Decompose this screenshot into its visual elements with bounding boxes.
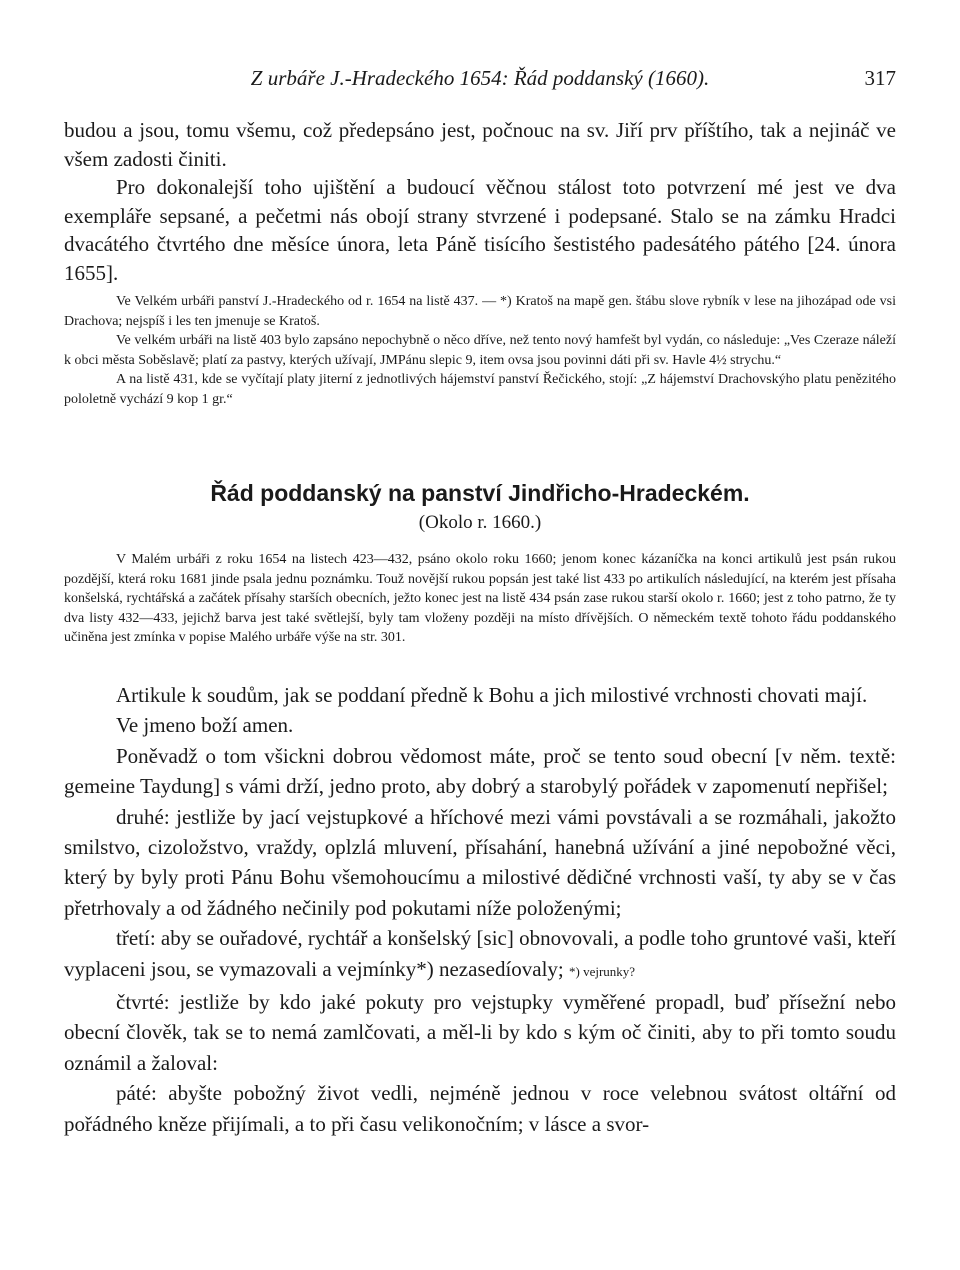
note: Ve velkém urbáři na listě 403 bylo zapsáno nepochybně o něco dříve, než tento nový hamfešt byl vydán, co následuje: „Ves Czeraze náleží k obci města Soběslavě; platí za pastvy, kterých užívají, JMPánu slepic 9, item ovsa jsou povinni dáti při sv. Havle 4½ strychu.“ (64, 333, 896, 368)
inline-footnote: *) vejrunky? (569, 963, 636, 979)
intro-note (64, 550, 896, 648)
article-paragraph: čtvrté: jestliže by kdo jaké pokuty pro vejstupky vyměřené propadl, buď přísežní nebo obecní člověk, tak se to nemá zamlčovati, a měl-li by kdo s kým oč činiti, aby to při tomto soudu oznámil a žaloval: (64, 990, 896, 1075)
paragraph: Pro dokonalejší toho ujištění a budoucí věčnou stálost toto potvrzení mé jest ve dva exempláře sepsané, a pečetmi nás obojí strany stvrzené i podepsané. Stalo se na zámku Hradci dvacátého čtvrtého dne měsíce února, leta Páně tisícího šestistého padesátého pátého [24. února 1655]. (64, 175, 896, 285)
article-paragraph: Poněvadž o tom všickni dobrou vědomost máte, proč se tento soud obecní [v něm. textě: gemeine Taydung] s vámi drží, jedno proto, aby dobrý a starobylý pořádek v zapomenutí nepřišel; (64, 743, 896, 799)
article-paragraph (64, 923, 896, 987)
paragraph: budou a jsou, tomu všemu, což předepsáno jest, počnouc na sv. Jiří prv příštího, tak a nejináč ve všem zadosti činiti. (64, 118, 896, 171)
page-number: 317 (864, 66, 896, 90)
article-text: třetí: aby se ouřadové, rychtář a konšelský [sic] obnovovali, a podle toho gruntové vaši, kteří vyplaceni jsou, se vymazovali a vejmínky*) nezasedíovaly; (64, 926, 896, 981)
running-title: Z urbáře J.-Hradeckého 1654: Řád poddanský (1660). (250, 66, 710, 90)
note: A na listě 431, kde se vyčítají platy jiterní z jednotlivých hájemství panství Řečického, stojí: „Z hájemství Drachovskýho platu penězitého pololetně vychází 9 kop 1 gr.“ (64, 372, 896, 407)
articles-text (64, 680, 896, 1139)
article-paragraph: druhé: jestliže by jací vejstupkové a hříchové mezi vámi povstávali a se rozmáhali, jakožto smilstvo, cizoložstvo, vraždy, oplzlá mluvení, přísahání, hanebná užívání a jiné nepobožné věci, který by byly proti Pánu Bohu všemohoucímu a milostivé dědičné vrchnosti vaší, ty aby se v čas přetrhovaly a od žádného nečinily pod pokutami níže položenými; (64, 804, 896, 920)
article-paragraph: Ve jmeno boží amen. (116, 713, 294, 738)
article-paragraph: Artikule k soudům, jak se poddaní předně k Bohu a jich milostivé vrchnosti chovati mají. (116, 683, 868, 707)
section-heading: Řád poddanský na panství Jindřicho-Hradeckém. (210, 480, 750, 506)
section-subheading: (Okolo r. 1660.) (418, 512, 542, 533)
running-header (64, 66, 896, 96)
source-notes (64, 292, 896, 410)
top-text (64, 116, 896, 287)
note: Ve Velkém urbáři panství J.-Hradeckého od r. 1654 na listě 437. — *) Kratoš na mapě gen. štábu slove rybník v lese na jihozápad ode vsi Drachova; nejspíš i les ten jmenuje se Kratoš. (64, 294, 896, 329)
intro-paragraph: V Malém urbáři z roku 1654 na listech 423—432, psáno okolo roku 1660; jenom konec kázaníčka na konci artikulů jest psán rukou pozdější, která roku 1681 jinde psala jednu poznámku. Touž novější rukou popsán jest také list 433 po artikulích následující, na kterém jest přísaha konšelská, rychtářská a začátek přísahy starších obecních, ježto konec jest na listě 434 psán zase rukou starší okolo r. 1660; jest z toho patrno, že ty dva listy 432—433, jejichž barva jest také světlejší, byly tam vloženy později na místo dřívějších. O německém textě tohoto řádu poddanského učiněna jest zmínka v popise Malého urbáře výše na str. 301. (64, 552, 896, 646)
article-paragraph: páté: abyšte pobožný život vedli, nejméně jednou v roce velebnou svátost oltářní od pořádného kněze přijímali, a to při času velikonočním; v lásce a svor- (64, 1081, 896, 1136)
